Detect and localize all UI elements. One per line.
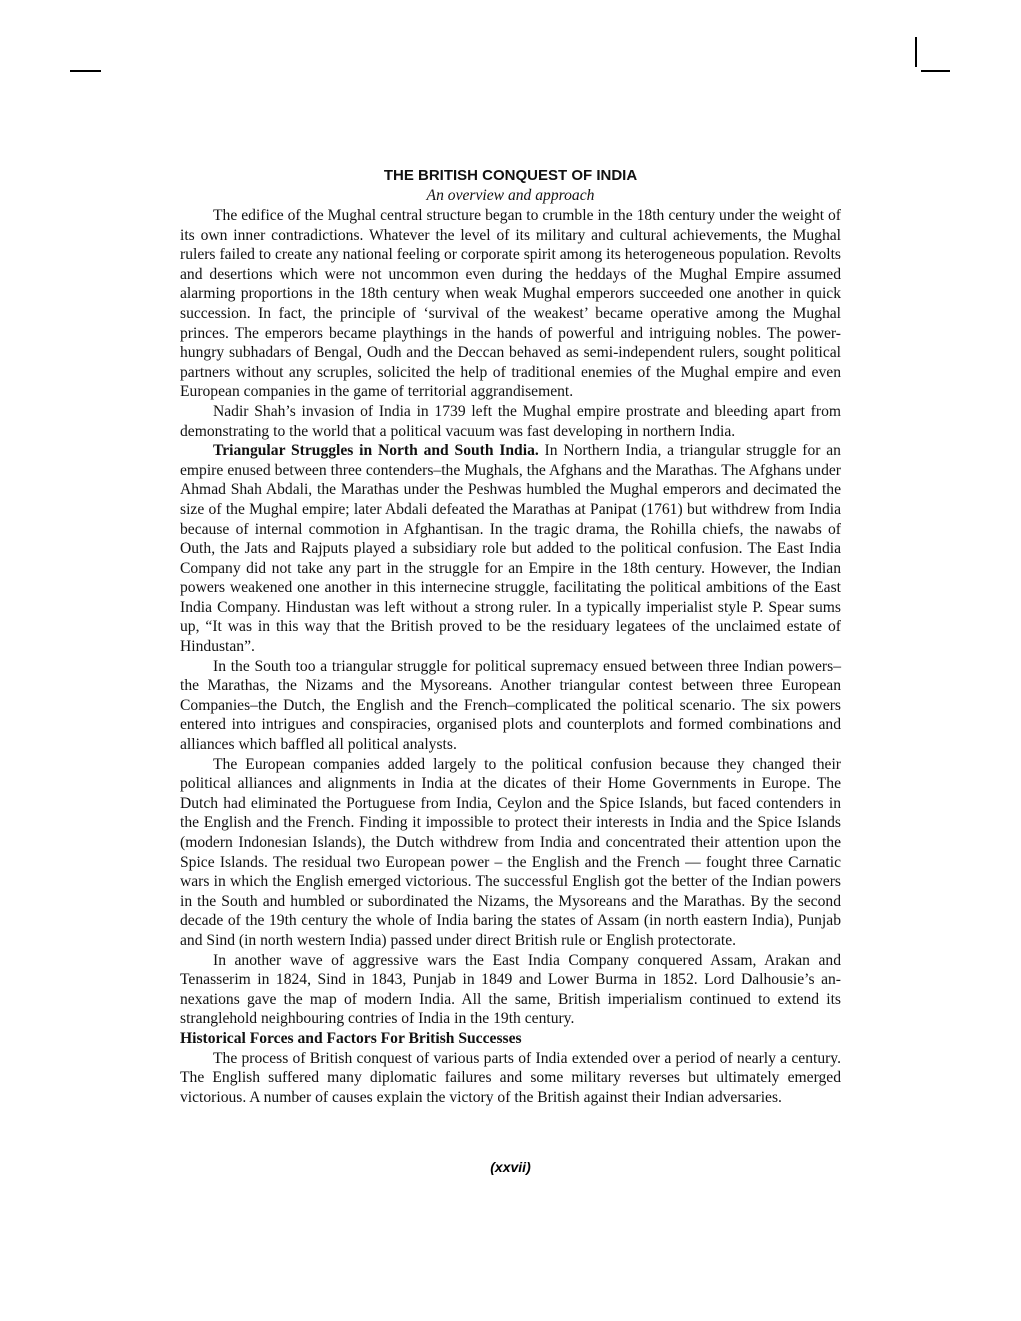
page-body: [180, 166, 841, 1107]
paragraph: Nadir Shah’s invasion of India in 1739 left the Mughal empire prostrate and bleeding apart from demonstrating to the world that a political vacuum was fast developing in northern India.: [180, 402, 841, 440]
page-title: THE BRITISH CONQUEST OF INDIA: [383, 167, 638, 184]
crop-mark-top-left: [70, 70, 101, 72]
section-heading: Historical Forces and Factors For British Successes: [180, 1029, 522, 1047]
paragraph: [180, 441, 841, 657]
crop-mark-top-right-vertical: [915, 37, 917, 67]
paragraph: The edifice of the Mughal central structure began to crumble in the 18th century under the weight of its own inner contradictions. Whatever the level of its military and cultural achievements, the Mughal rulers failed to create any national feeling or corporate spirit among its heterogeneous population. Revolts and desertions which were not uncommon even during the heddays of the Mughal Empire assumed alarming proportions in the 18th century when weak Mughal emperors succeeded one another in quick succession. In fact, the principle of ‘survival of the weakest’ became operative among the Mughal princes. The emperors became playthings in the hands of powerful and intriguing nobles. The power-hungry subhadars of Bengal, Oudh and the Deccan behaved as semi-independent rulers, sought political partners without any scruples, solicited the help of traditional enemies of the Mughal empire and even European companies in the game of territorial aggrandisement.: [180, 207, 841, 401]
paragraph-lead-heading: Triangular Struggles in North and South India.: [213, 442, 539, 460]
paragraph: The process of British conquest of various parts of India extended over a period of nearly a century. The English suffered many diplomatic failures and some military reverses but ultimately emerged victorious. A number of causes explain the victory of the British against their Indian adversaries.: [180, 1049, 841, 1106]
paragraph: In another wave of aggressive wars the East India Company conquered Assam, Arakan and Tenasserim in 1824, Sind in 1843, Punjab in 1849 and Lower Burma in 1852. Lord Dalhousie’s annexations gave the map of modern India. All the same, British imperialism continued to extend its stranglehold neighbouring contries of India in the 19th century.: [180, 951, 841, 1028]
page-subtitle: An overview and approach: [426, 187, 595, 204]
paragraph: The European companies added largely to the political confusion because they changed their political alliances and alignments in India at the dicates of their Home Governments in Europe. The Dutch had eliminated the Portuguese from India, Ceylon and the Spice Islands, but faced contenders in the English and the French. Finding it impossible to protect their interests in India and the Spice Islands (modern Indonesian Islands), the Dutch withdrew from India and concentrated their attention upon the Spice Islands. The residual two European power – the English and the French — fought three Carnatic wars in which the English emerged victorious. The successful English got the better of the Indian powers in the South and humbled or subordinated the Nizams, the Mysoreans and the Marathas. By the second decade of the 19th century the whole of India baring the states of Assam (in north eastern India), Punjab and Sind (in north western India) passed under direct British rule or English protectorate.: [180, 755, 841, 949]
paragraph-text: In Northern India, a triangular struggle for an empire enused between three contenders–the Mughals, the Afghans and the Marathas. The Afghans under Ahmad Shah Abdali, the Marathas under the Peshwas humbled the Mughal emperors and decimated the size of the Mughal empire; later Abdali defeated the Marathas at Panipat (1761) but withdrew from India because of internal commotion in Afghantisan. In the tragic drama, the Rohilla chiefs, the nawabs of Outh, the Jats and Rajputs played a subsidiary role but added to the political confusion. The East India Company did not take any part in the struggle for an Empire in the 18th century. However, the Indian powers weakened one another in this internecine struggle, facilitating the political ambitions of the East India Company. Hindustan was left without a strong ruler. In a typically imperialist style P. Spear sums up, “It was in this way that the British proved to be the residuary legatees of the unclaimed estate of Hindustan”.: [180, 442, 841, 656]
crop-mark-top-right-horizontal: [921, 70, 950, 72]
page-number: (xxvii): [490, 1159, 531, 1175]
paragraph: In the South too a triangular struggle for political supremacy ensued between three Indian powers– the Marathas, the Nizams and the Mysoreans. Another triangular contest between three European Companies–the Dutch, the English and the French–complicated the political scenario. The six powers entered into intrigues and conspiracies, organised plots and counterplots and formed combinations and alliances which baffled all political analysts.: [180, 657, 841, 754]
